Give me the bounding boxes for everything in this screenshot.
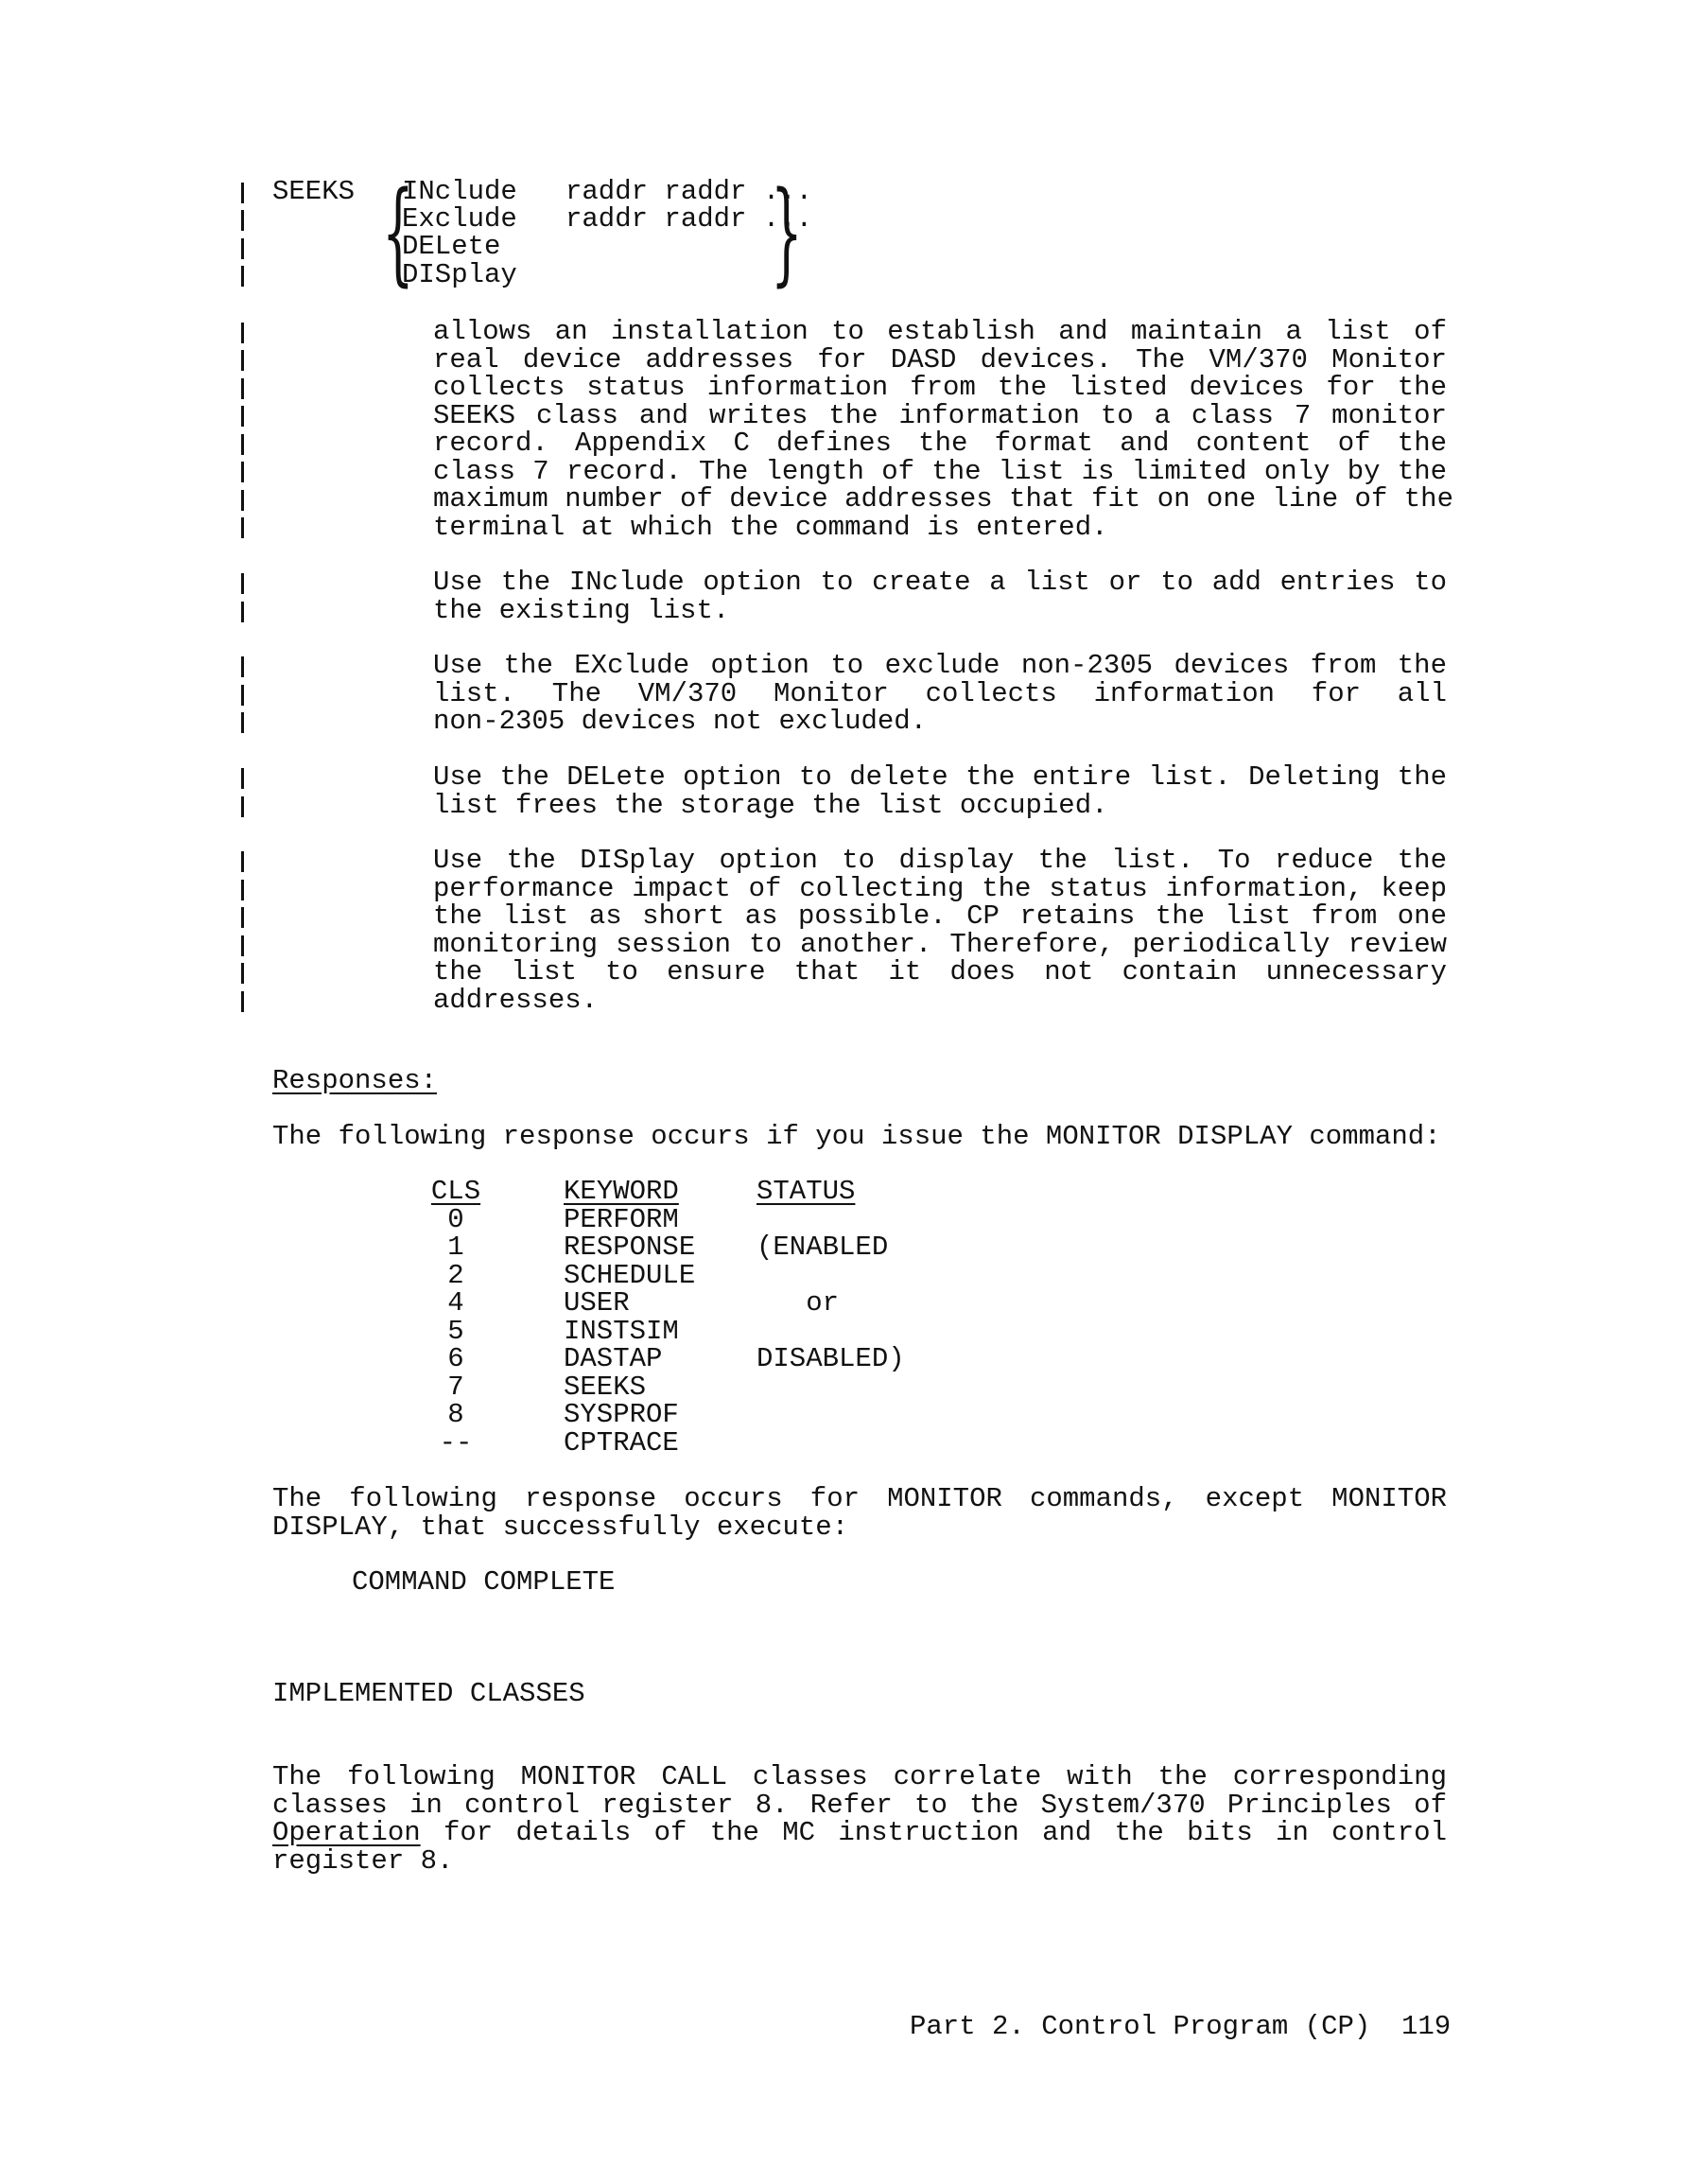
header-status: STATUS — [757, 1176, 856, 1207]
table-row: 2 SCHEDULE — [447, 1259, 696, 1291]
table-row: 7 SEEKS — [447, 1371, 647, 1403]
header-keyword: KEYWORD — [564, 1176, 679, 1207]
responses-intro: The following response occurs if you issue the MONITOR DISPLAY command: — [272, 1121, 1441, 1152]
paragraph-description: allows an installation to establish and maintain a list of real device addresses for DASD devices. The VM/370 Monitor collects status information from the listed devices for the SEEKS class and writes the information to a class 7 monitor record. Appendix C defines the format and content of the class 7 record. The length of the list is limited only by the maximum number of device addresses that fit on one line of the terminal at which the command is entered. — [433, 316, 1453, 543]
table-row: 8 SYSPROF — [447, 1399, 679, 1430]
footer-text: Part 2. Control Program (CP) — [910, 2011, 1371, 2042]
implemented-classes-heading: IMPLEMENTED CLASSES — [272, 1678, 585, 1709]
syntax-op-delete: DELete — [402, 231, 501, 262]
table-row: -- CPTRACE — [439, 1426, 679, 1459]
syntax-op-display: DISplay — [402, 259, 517, 290]
monitor-display-table — [426, 1178, 917, 1457]
table-header — [426, 1178, 917, 1206]
responses-heading: Responses: — [272, 1065, 438, 1096]
paragraph-delete: Use the DELete option to delete the entire list. Deleting the list frees the storage the list occupied. — [433, 761, 1447, 821]
paragraph-command-complete-intro: The following response occurs for MONITOR commands, except MONITOR DISPLAY, that successfully execute: — [272, 1483, 1447, 1543]
syntax-args-include: raddr raddr ... — [565, 176, 813, 207]
table-row: 0 PERFORM — [447, 1203, 679, 1235]
paragraph-include: Use the INclude option to create a list or to add entries to the existing list. — [433, 567, 1447, 626]
command-complete-response: COMMAND COMPLETE — [352, 1566, 616, 1598]
table-row: 4 USER or — [447, 1287, 840, 1319]
syntax-command: SEEKS — [272, 176, 356, 207]
right-brace: } — [771, 166, 803, 297]
left-brace: { — [382, 166, 414, 297]
syntax-op-include: INclude — [402, 176, 517, 207]
table-row: 6 DASTAP DISABLED) — [447, 1343, 905, 1374]
paragraph-implemented-classes: The following MONITOR CALL classes correlate with the corresponding classes in control register 8. Refer to the System/370 Principles of Operation for details of the MC instruction and the bits in control register 8. — [272, 1761, 1447, 1877]
reference-link: Operation — [272, 1817, 421, 1848]
paragraph-exclude: Use the EXclude option to exclude non-2305 devices from the list. The VM/370 Monitor collects information for all non-2305 devices not excluded. — [433, 650, 1447, 737]
syntax-args-exclude: raddr raddr ... — [565, 203, 813, 235]
syntax-op-exclude: Exclude — [402, 203, 517, 235]
page-number: 119 — [1401, 2011, 1452, 2042]
table-row: 5 INSTSIM — [447, 1315, 679, 1347]
table-row: 1 RESPONSE (ENABLED — [447, 1232, 889, 1263]
header-cls: CLS — [430, 1176, 481, 1207]
paragraph-display: Use the DISplay option to display the list. To reduce the performance impact of collecting the status information, keep the list as short as possible. CP retains the list from one monitoring session to another. Therefore, periodically review the list to ensure that it does not contain unnecessary addresses. — [433, 845, 1447, 1016]
